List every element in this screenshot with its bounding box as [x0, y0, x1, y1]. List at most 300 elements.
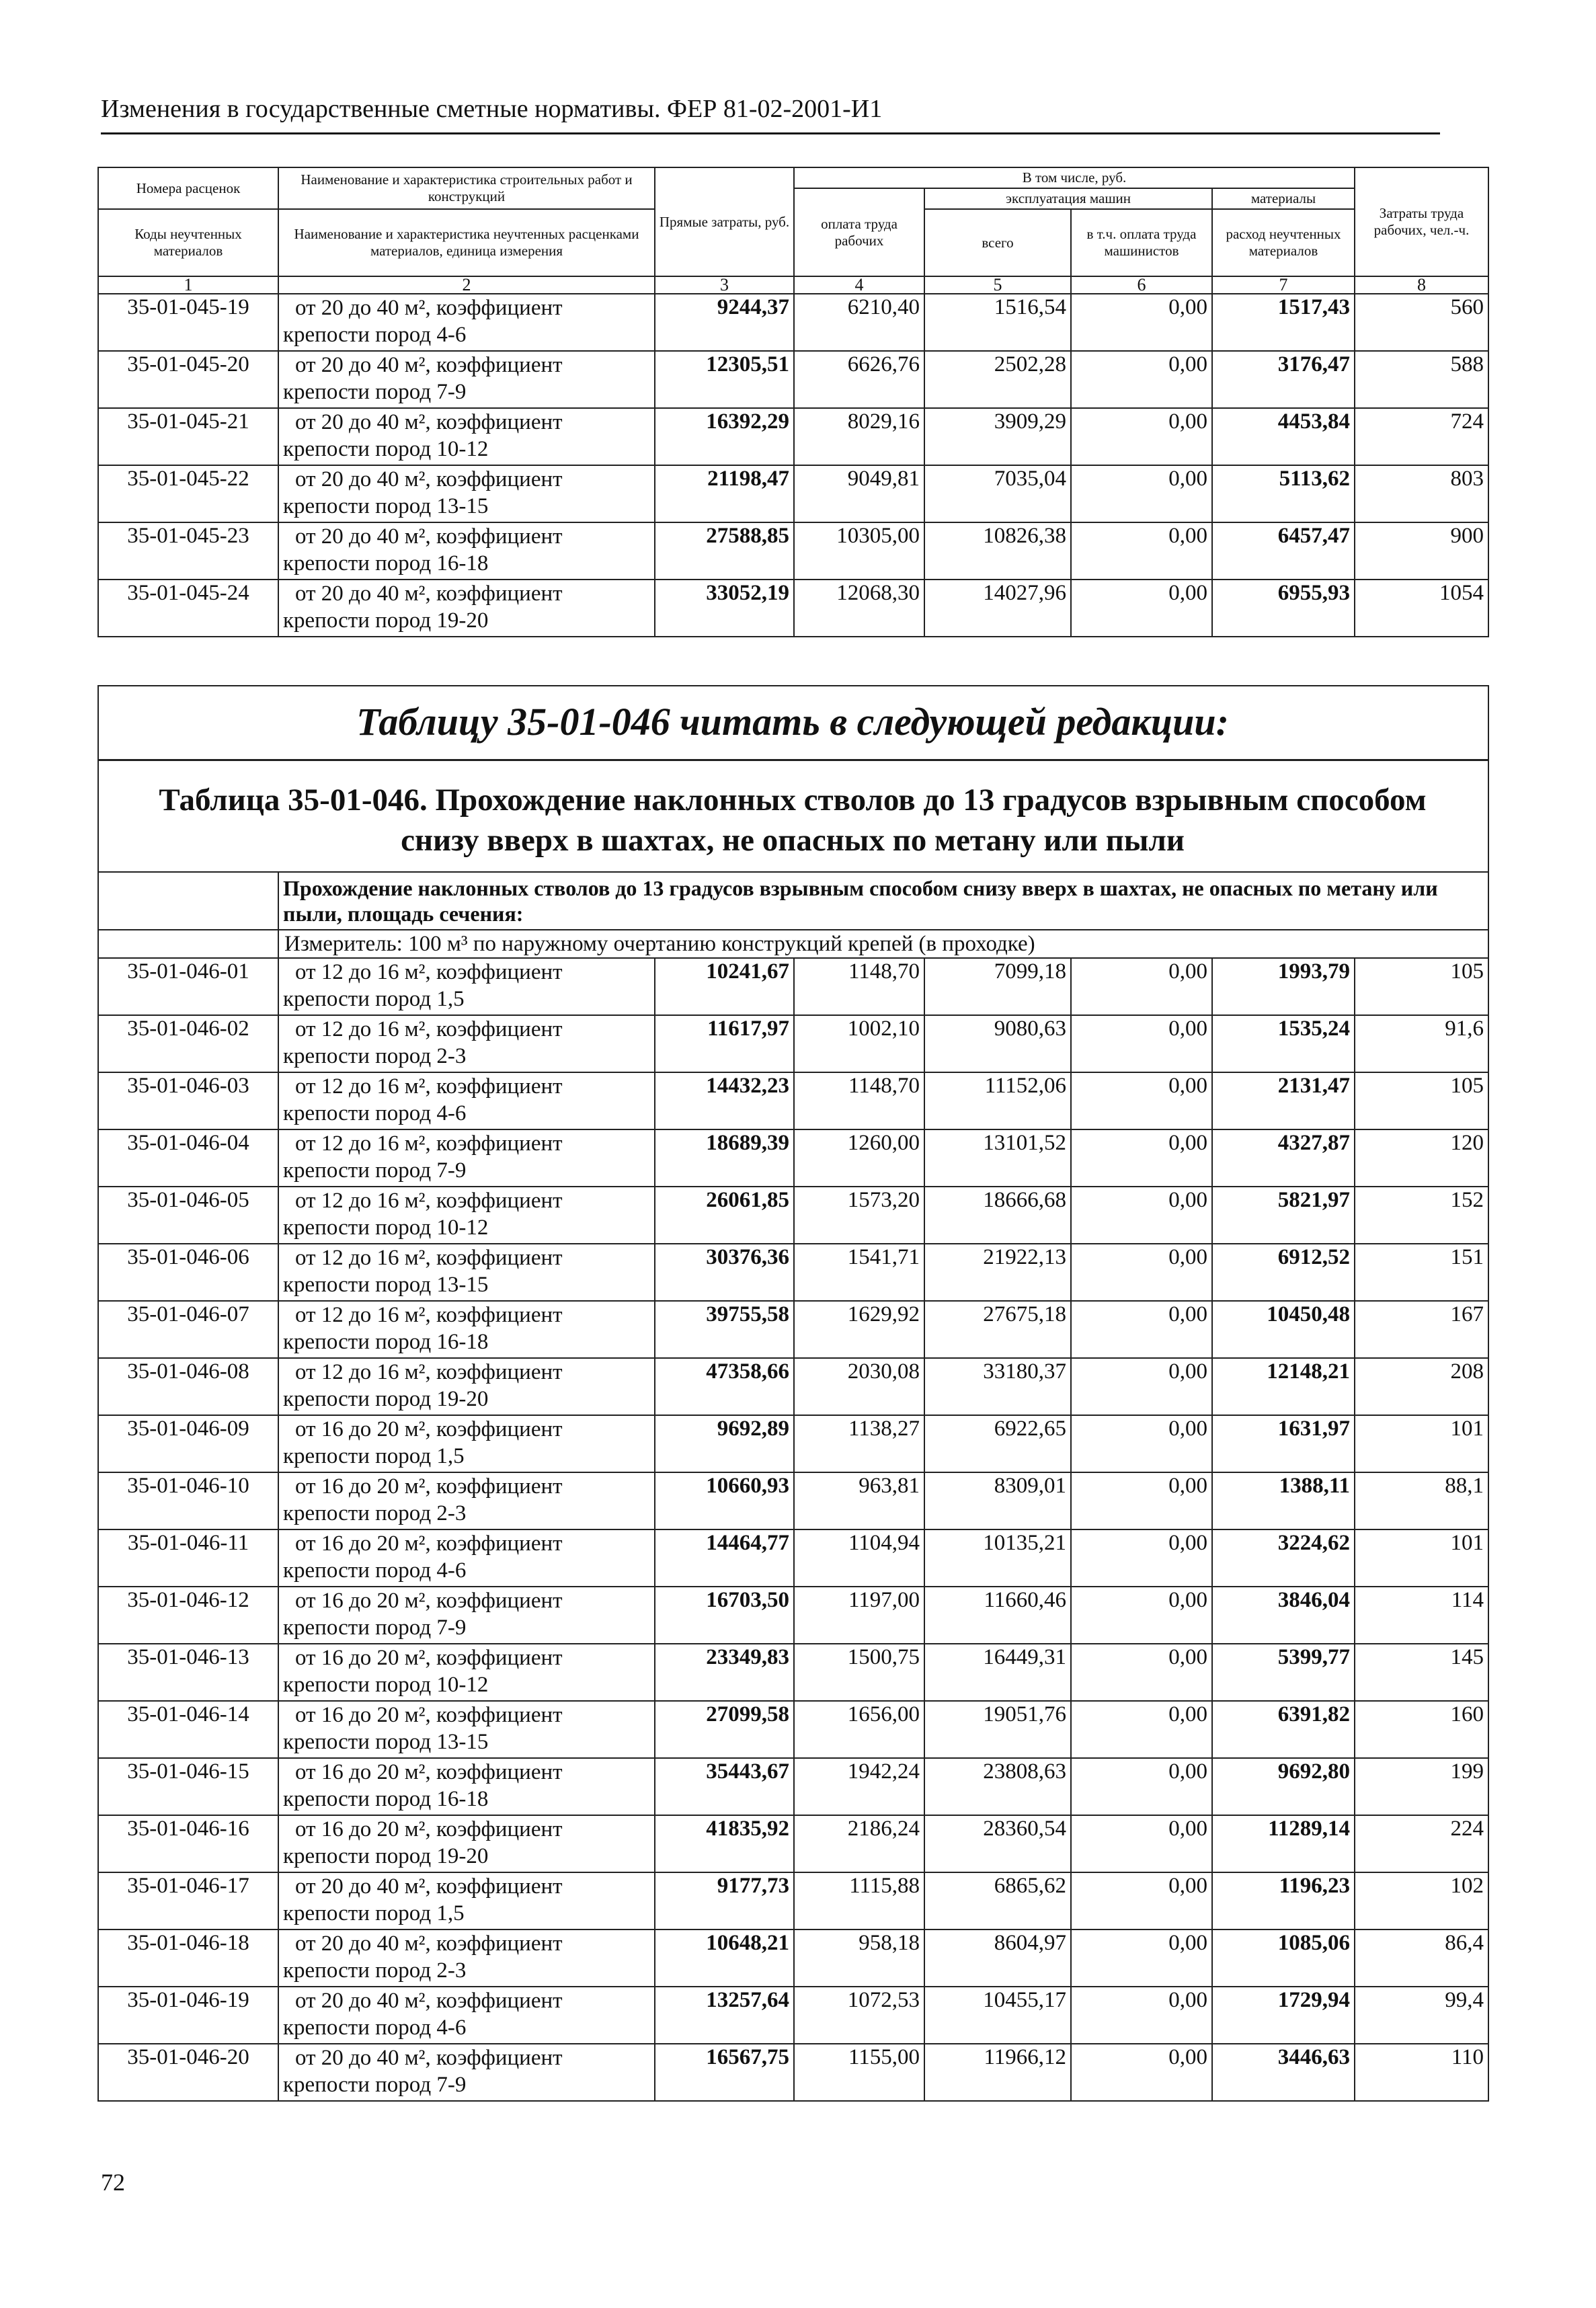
worker-pay: 1104,94: [794, 1529, 924, 1587]
col-header-group-including: В том числе, руб.: [794, 167, 1355, 188]
table-row: [98, 1529, 1488, 1587]
materials-cost: 6391,82: [1212, 1701, 1355, 1758]
col-header-rate-numbers: Номера расценок: [98, 167, 278, 209]
col-number: 2: [278, 276, 655, 294]
description-line1: от 16 до 20 м², коэффициент: [295, 1646, 563, 1670]
direct-costs: 18689,39: [655, 1129, 794, 1187]
machines-total: 11152,06: [924, 1072, 1071, 1129]
rate-code: 35-01-046-06: [98, 1244, 278, 1301]
work-description: [278, 408, 655, 465]
worker-pay: 1115,88: [794, 1872, 924, 1929]
labor-hours: 91,6: [1355, 1015, 1488, 1072]
description-line1: от 12 до 16 м², коэффициент: [295, 1131, 563, 1156]
machines-total: 11966,12: [924, 2044, 1071, 2101]
work-description: [278, 1301, 655, 1358]
description-line1: от 12 до 16 м², коэффициент: [295, 1303, 563, 1327]
description-line2: крепости пород 13-15: [283, 494, 489, 518]
work-description: [278, 1644, 655, 1701]
table-row: [98, 1758, 1488, 1815]
rate-code: 35-01-045-22: [98, 465, 278, 522]
description-line1: от 20 до 40 м², коэффициент: [295, 467, 563, 491]
description-line2: крепости пород 4-6: [283, 1101, 467, 1125]
description-line1: от 16 до 20 м², коэффициент: [295, 1817, 563, 1841]
operator-pay: 0,00: [1071, 1301, 1212, 1358]
description-line1: от 16 до 20 м², коэффициент: [295, 1760, 563, 1784]
description-line1: от 20 до 40 м², коэффициент: [295, 1874, 563, 1899]
operator-pay: 0,00: [1071, 1815, 1212, 1872]
table-row: [98, 1244, 1488, 1301]
rate-code: 35-01-046-01: [98, 958, 278, 1015]
work-description: [278, 1529, 655, 1587]
materials-cost: 6912,52: [1212, 1244, 1355, 1301]
direct-costs: 12305,51: [655, 351, 794, 408]
machines-total: 27675,18: [924, 1301, 1071, 1358]
work-description: [278, 1358, 655, 1415]
rate-code: 35-01-046-11: [98, 1529, 278, 1587]
operator-pay: 0,00: [1071, 1929, 1212, 1987]
work-description: [278, 1815, 655, 1872]
work-description: [278, 1587, 655, 1644]
direct-costs: 11617,97: [655, 1015, 794, 1072]
work-description: [278, 2044, 655, 2101]
materials-cost: 1729,94: [1212, 1987, 1355, 2044]
col-number: 7: [1212, 276, 1355, 294]
operator-pay: 0,00: [1071, 1415, 1212, 1472]
worker-pay: 958,18: [794, 1929, 924, 1987]
table-row: [98, 1644, 1488, 1701]
worker-pay: 8029,16: [794, 408, 924, 465]
table-row: [98, 958, 1488, 1015]
work-description: [278, 1929, 655, 1987]
description-line2: крепости пород 7-9: [283, 2073, 467, 2097]
direct-costs: 35443,67: [655, 1758, 794, 1815]
direct-costs: 10241,67: [655, 958, 794, 1015]
work-description: [278, 522, 655, 580]
labor-hours: 102: [1355, 1872, 1488, 1929]
rate-code: 35-01-046-18: [98, 1929, 278, 1987]
description-line1: от 16 до 20 м², коэффициент: [295, 1589, 563, 1613]
machines-total: 8604,97: [924, 1929, 1071, 1987]
subheading-spacer: [98, 872, 278, 930]
table-row: [98, 1701, 1488, 1758]
direct-costs: 21198,47: [655, 465, 794, 522]
labor-hours: 803: [1355, 465, 1488, 522]
description-line2: крепости пород 4-6: [283, 323, 467, 347]
worker-pay: 1197,00: [794, 1587, 924, 1644]
machines-total: 11660,46: [924, 1587, 1071, 1644]
worker-pay: 1629,92: [794, 1301, 924, 1358]
rates-table-045: [97, 167, 1489, 637]
rate-code: 35-01-046-04: [98, 1129, 278, 1187]
description-line2: крепости пород 16-18: [283, 1330, 489, 1354]
col-header-direct-costs: Прямые затраты, руб.: [655, 167, 794, 276]
col-header-work-name: Наименование и характеристика строительных работ и конструкций: [278, 167, 655, 209]
description-line2: крепости пород 1,5: [283, 1901, 465, 1925]
materials-cost: 1535,24: [1212, 1015, 1355, 1072]
operator-pay: 0,00: [1071, 958, 1212, 1015]
col-number: 1: [98, 276, 278, 294]
work-description: [278, 1987, 655, 2044]
machines-total: 6922,65: [924, 1415, 1071, 1472]
labor-hours: 86,4: [1355, 1929, 1488, 1987]
materials-cost: 3846,04: [1212, 1587, 1355, 1644]
col-number: 4: [794, 276, 924, 294]
work-description: [278, 1415, 655, 1472]
work-description: [278, 465, 655, 522]
operator-pay: 0,00: [1071, 1529, 1212, 1587]
rate-code: 35-01-046-10: [98, 1472, 278, 1529]
rate-code: 35-01-046-09: [98, 1415, 278, 1472]
description-line1: от 12 до 16 м², коэффициент: [295, 960, 563, 984]
materials-cost: 2131,47: [1212, 1072, 1355, 1129]
worker-pay: 1656,00: [794, 1701, 924, 1758]
labor-hours: 105: [1355, 1072, 1488, 1129]
rate-code: 35-01-046-19: [98, 1987, 278, 2044]
rate-code: 35-01-046-17: [98, 1872, 278, 1929]
machines-total: 13101,52: [924, 1129, 1071, 1187]
work-description: [278, 1244, 655, 1301]
machines-total: 16449,31: [924, 1644, 1071, 1701]
direct-costs: 33052,19: [655, 580, 794, 637]
page-number: 72: [101, 2169, 125, 2196]
operator-pay: 0,00: [1071, 1987, 1212, 2044]
machines-total: 33180,37: [924, 1358, 1071, 1415]
labor-hours: 900: [1355, 522, 1488, 580]
labor-hours: 110: [1355, 2044, 1488, 2101]
description-line2: крепости пород 7-9: [283, 1158, 467, 1183]
direct-costs: 30376,36: [655, 1244, 794, 1301]
materials-cost: 6955,93: [1212, 580, 1355, 637]
machines-total: 6865,62: [924, 1872, 1071, 1929]
description-line2: крепости пород 10-12: [283, 1216, 489, 1240]
description-line1: от 20 до 40 м², коэффициент: [295, 296, 563, 320]
description-line2: крепости пород 2-3: [283, 1958, 467, 1983]
operator-pay: 0,00: [1071, 294, 1212, 351]
rate-code: 35-01-046-07: [98, 1301, 278, 1358]
description-line1: от 12 до 16 м², коэффициент: [295, 1246, 563, 1270]
machines-total: 10826,38: [924, 522, 1071, 580]
description-line2: крепости пород 16-18: [283, 1787, 489, 1811]
machines-total: 19051,76: [924, 1701, 1071, 1758]
rate-code: 35-01-046-13: [98, 1644, 278, 1701]
operator-pay: 0,00: [1071, 1187, 1212, 1244]
machines-total: 7099,18: [924, 958, 1071, 1015]
table-title-line1: Таблица 35-01-046. Прохождение наклонных стволов до 13 градусов взрывным способом: [159, 783, 1427, 818]
rate-code: 35-01-046-03: [98, 1072, 278, 1129]
operator-pay: 0,00: [1071, 1758, 1212, 1815]
operator-pay: 0,00: [1071, 580, 1212, 637]
labor-hours: 1054: [1355, 580, 1488, 637]
description-line1: от 16 до 20 м², коэффициент: [295, 1474, 563, 1499]
rate-code: 35-01-046-14: [98, 1701, 278, 1758]
machines-total: 1516,54: [924, 294, 1071, 351]
work-description: [278, 958, 655, 1015]
worker-pay: 1148,70: [794, 958, 924, 1015]
direct-costs: 26061,85: [655, 1187, 794, 1244]
table-row: [98, 294, 1488, 351]
table-row: [98, 1815, 1488, 1872]
description-line1: от 20 до 40 м², коэффициент: [295, 1932, 563, 1956]
description-line1: от 12 до 16 м², коэффициент: [295, 1189, 563, 1213]
description-line2: крепости пород 7-9: [283, 380, 467, 404]
description-line1: от 20 до 40 м², коэффициент: [295, 353, 563, 377]
labor-hours: 101: [1355, 1529, 1488, 1587]
materials-cost: 5821,97: [1212, 1187, 1355, 1244]
labor-hours: 105: [1355, 958, 1488, 1015]
operator-pay: 0,00: [1071, 2044, 1212, 2101]
materials-cost: 4327,87: [1212, 1129, 1355, 1187]
direct-costs: 16703,50: [655, 1587, 794, 1644]
operator-pay: 0,00: [1071, 1072, 1212, 1129]
materials-cost: 10450,48: [1212, 1301, 1355, 1358]
operator-pay: 0,00: [1071, 1644, 1212, 1701]
description-line2: крепости пород 19-20: [283, 1387, 489, 1411]
worker-pay: 1002,10: [794, 1015, 924, 1072]
description-line2: крепости пород 10-12: [283, 1673, 489, 1697]
table-row: [98, 2044, 1488, 2101]
table-row: [98, 465, 1488, 522]
direct-costs: 14432,23: [655, 1072, 794, 1129]
description-line2: крепости пород 2-3: [283, 1044, 467, 1068]
machines-total: 23808,63: [924, 1758, 1071, 1815]
machines-total: 18666,68: [924, 1187, 1071, 1244]
running-header: Изменения в государственные сметные нормативы. ФЕР 81-02-2001-И1: [101, 95, 883, 123]
read-as-note: Таблицу 35-01-046 читать в следующей редакции:: [356, 700, 1229, 744]
rate-code: 35-01-046-05: [98, 1187, 278, 1244]
machines-total: 14027,96: [924, 580, 1071, 637]
materials-cost: 1517,43: [1212, 294, 1355, 351]
rate-code: 35-01-045-24: [98, 580, 278, 637]
direct-costs: 10660,93: [655, 1472, 794, 1529]
worker-pay: 6210,40: [794, 294, 924, 351]
labor-hours: 208: [1355, 1358, 1488, 1415]
description-line1: от 20 до 40 м², коэффициент: [295, 582, 563, 606]
machines-total: 10135,21: [924, 1529, 1071, 1587]
table-row: [98, 522, 1488, 580]
labor-hours: 151: [1355, 1244, 1488, 1301]
worker-pay: 10305,00: [794, 522, 924, 580]
description-line2: крепости пород 2-3: [283, 1501, 467, 1525]
direct-costs: 47358,66: [655, 1358, 794, 1415]
worker-pay: 1260,00: [794, 1129, 924, 1187]
rate-code: 35-01-045-23: [98, 522, 278, 580]
description-line1: от 16 до 20 м², коэффициент: [295, 1703, 563, 1727]
work-description: [278, 1187, 655, 1244]
description-line2: крепости пород 13-15: [283, 1730, 489, 1754]
description-line2: крепости пород 10-12: [283, 437, 489, 461]
worker-pay: 2186,24: [794, 1815, 924, 1872]
table-title: [97, 780, 1488, 861]
direct-costs: 9244,37: [655, 294, 794, 351]
table-row: [98, 1129, 1488, 1187]
work-description: [278, 1701, 655, 1758]
direct-costs: 41835,92: [655, 1815, 794, 1872]
machines-total: 7035,04: [924, 465, 1071, 522]
rates-table-046: [97, 871, 1489, 2102]
operator-pay: 0,00: [1071, 1358, 1212, 1415]
materials-cost: 4453,84: [1212, 408, 1355, 465]
col-header-operator-pay: в т.ч. оплата труда машинистов: [1071, 209, 1212, 276]
work-description: [278, 351, 655, 408]
description-line2: крепости пород 16-18: [283, 551, 489, 575]
materials-cost: 3224,62: [1212, 1529, 1355, 1587]
direct-costs: 27588,85: [655, 522, 794, 580]
work-description: [278, 1129, 655, 1187]
col-number: 3: [655, 276, 794, 294]
work-description: [278, 294, 655, 351]
materials-cost: 1196,23: [1212, 1872, 1355, 1929]
rate-code: 35-01-046-16: [98, 1815, 278, 1872]
operator-pay: 0,00: [1071, 1129, 1212, 1187]
operator-pay: 0,00: [1071, 1701, 1212, 1758]
table-row: [98, 1301, 1488, 1358]
operator-pay: 0,00: [1071, 1472, 1212, 1529]
machines-total: 28360,54: [924, 1815, 1071, 1872]
labor-hours: 724: [1355, 408, 1488, 465]
worker-pay: 6626,76: [794, 351, 924, 408]
table-row: [98, 1587, 1488, 1644]
materials-cost: 3446,63: [1212, 2044, 1355, 2101]
machines-total: 8309,01: [924, 1472, 1071, 1529]
materials-cost: 11289,14: [1212, 1815, 1355, 1872]
labor-hours: 160: [1355, 1701, 1488, 1758]
worker-pay: 9049,81: [794, 465, 924, 522]
worker-pay: 1541,71: [794, 1244, 924, 1301]
table-row: [98, 1929, 1488, 1987]
table-row: [98, 1987, 1488, 2044]
work-description: [278, 1758, 655, 1815]
table-subheading: Прохождение наклонных стволов до 13 градусов взрывным способом снизу вверх в шахтах, не опасных по метану или пыли, площадь сечения:: [278, 872, 1488, 930]
table-row: [98, 1015, 1488, 1072]
operator-pay: 0,00: [1071, 408, 1212, 465]
meter-spacer: [98, 930, 278, 958]
materials-cost: 1631,97: [1212, 1415, 1355, 1472]
worker-pay: 1942,24: [794, 1758, 924, 1815]
machines-total: 3909,29: [924, 408, 1071, 465]
work-description: [278, 1472, 655, 1529]
col-header-material-codes: Коды неучтенных материалов: [98, 209, 278, 276]
table-row: [98, 408, 1488, 465]
work-description: [278, 1872, 655, 1929]
description-line1: от 20 до 40 м², коэффициент: [295, 1989, 563, 2013]
operator-pay: 0,00: [1071, 351, 1212, 408]
worker-pay: 1138,27: [794, 1415, 924, 1472]
worker-pay: 2030,08: [794, 1358, 924, 1415]
direct-costs: 13257,64: [655, 1987, 794, 2044]
table-row: [98, 1872, 1488, 1929]
labor-hours: 99,4: [1355, 1987, 1488, 2044]
labor-hours: 588: [1355, 351, 1488, 408]
labor-hours: 88,1: [1355, 1472, 1488, 1529]
description-line1: от 12 до 16 м², коэффициент: [295, 1074, 563, 1099]
direct-costs: 16392,29: [655, 408, 794, 465]
work-description: [278, 580, 655, 637]
table-row: [98, 1358, 1488, 1415]
header-rule: [101, 132, 1440, 134]
rate-code: 35-01-045-21: [98, 408, 278, 465]
rate-code: 35-01-046-20: [98, 2044, 278, 2101]
materials-cost: 5113,62: [1212, 465, 1355, 522]
direct-costs: 39755,58: [655, 1301, 794, 1358]
col-number: 6: [1071, 276, 1212, 294]
col-header-material-usage: расход неучтенных материалов: [1212, 209, 1355, 276]
labor-hours: 145: [1355, 1644, 1488, 1701]
description-line1: от 12 до 16 м², коэффициент: [295, 1360, 563, 1384]
worker-pay: 963,81: [794, 1472, 924, 1529]
rate-code: 35-01-046-15: [98, 1758, 278, 1815]
table-row: [98, 1187, 1488, 1244]
machines-total: 9080,63: [924, 1015, 1071, 1072]
description-line1: от 20 до 40 м², коэффициент: [295, 2046, 563, 2070]
materials-cost: 6457,47: [1212, 522, 1355, 580]
description-line2: крепости пород 1,5: [283, 1444, 465, 1468]
labor-hours: 167: [1355, 1301, 1488, 1358]
operator-pay: 0,00: [1071, 1244, 1212, 1301]
direct-costs: 23349,83: [655, 1644, 794, 1701]
description-line1: от 16 до 20 м², коэффициент: [295, 1417, 563, 1441]
labor-hours: 199: [1355, 1758, 1488, 1815]
description-line1: от 20 до 40 м², коэффициент: [295, 410, 563, 434]
table-row: [98, 580, 1488, 637]
table-row: [98, 1415, 1488, 1472]
col-header-labor-hours: Затраты труда рабочих, чел.-ч.: [1355, 167, 1488, 276]
rate-code: 35-01-046-12: [98, 1587, 278, 1644]
worker-pay: 12068,30: [794, 580, 924, 637]
worker-pay: 1072,53: [794, 1987, 924, 2044]
table-row: [98, 1072, 1488, 1129]
materials-cost: 1993,79: [1212, 958, 1355, 1015]
direct-costs: 9177,73: [655, 1872, 794, 1929]
operator-pay: 0,00: [1071, 1587, 1212, 1644]
rate-code: 35-01-046-02: [98, 1015, 278, 1072]
direct-costs: 16567,75: [655, 2044, 794, 2101]
description-line2: крепости пород 13-15: [283, 1273, 489, 1297]
worker-pay: 1155,00: [794, 2044, 924, 2101]
description-line2: крепости пород 4-6: [283, 2016, 467, 2040]
worker-pay: 1148,70: [794, 1072, 924, 1129]
labor-hours: 120: [1355, 1129, 1488, 1187]
operator-pay: 0,00: [1071, 465, 1212, 522]
work-description: [278, 1072, 655, 1129]
materials-cost: 3176,47: [1212, 351, 1355, 408]
operator-pay: 0,00: [1071, 1015, 1212, 1072]
direct-costs: 27099,58: [655, 1701, 794, 1758]
col-number: 5: [924, 276, 1071, 294]
worker-pay: 1573,20: [794, 1187, 924, 1244]
labor-hours: 152: [1355, 1187, 1488, 1244]
rate-code: 35-01-045-19: [98, 294, 278, 351]
work-description: [278, 1015, 655, 1072]
machines-total: 10455,17: [924, 1987, 1071, 2044]
description-line2: крепости пород 4-6: [283, 1558, 467, 1583]
materials-cost: 12148,21: [1212, 1358, 1355, 1415]
operator-pay: 0,00: [1071, 1872, 1212, 1929]
col-header-materials: материалы: [1212, 188, 1355, 209]
direct-costs: 10648,21: [655, 1929, 794, 1987]
labor-hours: 101: [1355, 1415, 1488, 1472]
description-line1: от 20 до 40 м², коэффициент: [295, 524, 563, 549]
col-header-material-name: Наименование и характеристика неучтенных расценками материалов, единица измерения: [278, 209, 655, 276]
direct-costs: 9692,89: [655, 1415, 794, 1472]
rate-code: 35-01-046-08: [98, 1358, 278, 1415]
col-header-worker-pay: оплата труда рабочих: [794, 188, 924, 276]
table-row: [98, 351, 1488, 408]
description-line2: крепости пород 7-9: [283, 1616, 467, 1640]
worker-pay: 1500,75: [794, 1644, 924, 1701]
col-header-machines: эксплуатация машин: [924, 188, 1212, 209]
operator-pay: 0,00: [1071, 522, 1212, 580]
machines-total: 21922,13: [924, 1244, 1071, 1301]
